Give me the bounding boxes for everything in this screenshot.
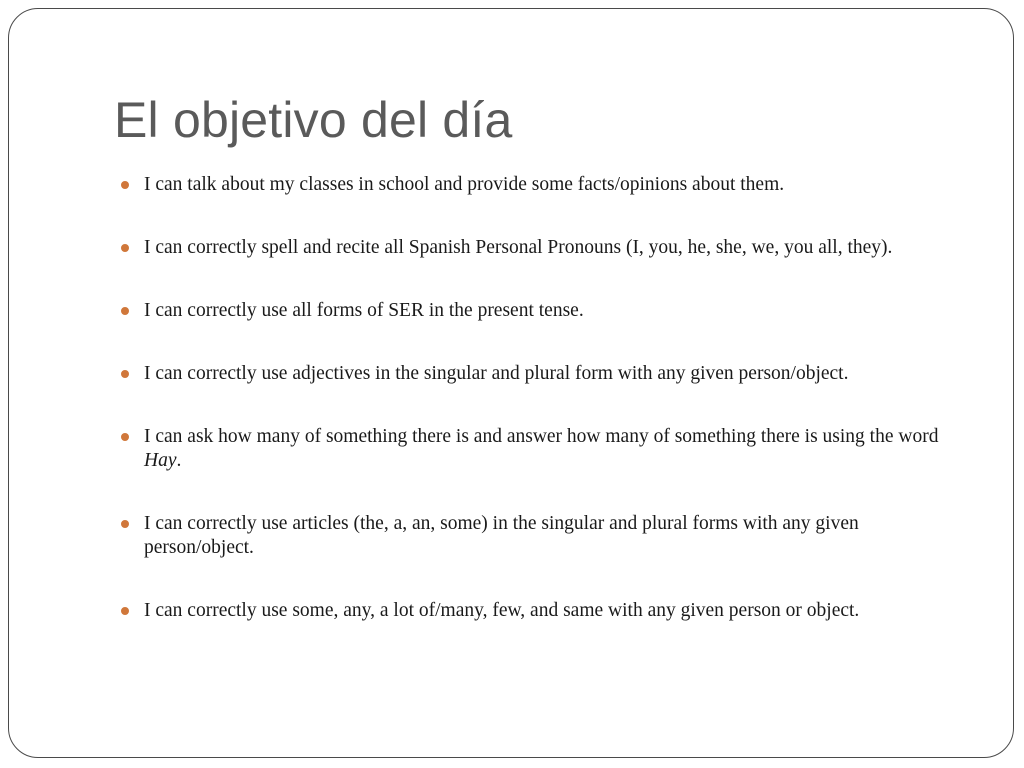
objectives-list: [121, 173, 961, 662]
bullet-icon: [121, 181, 129, 189]
objective-text: I can correctly use all forms of SER in the present tense.: [144, 300, 584, 321]
slide-title: El objetivo del día: [114, 92, 513, 148]
objective-text-end: .: [176, 450, 182, 471]
objective-text: I can talk about my classes in school and provide some facts/opinions about them.: [144, 174, 785, 195]
objective-text: I can correctly use articles (the, a, an, some) in the singular and plural forms with any given person/object.: [144, 513, 859, 558]
list-item: [121, 173, 961, 197]
hay-word: Hay: [144, 450, 177, 471]
list-item: [121, 236, 961, 260]
bullet-icon: [121, 520, 129, 528]
slide-frame: [8, 8, 1014, 758]
bullet-icon: [121, 244, 129, 252]
objective-text: [144, 426, 938, 471]
list-item: [121, 362, 961, 386]
objective-text: I can correctly use adjectives in the singular and plural form with any given person/object.: [144, 363, 849, 384]
list-item: [121, 425, 961, 473]
objective-text-start: I can ask how many of something there is and answer how many of something there is using the word: [144, 426, 939, 447]
list-item: [121, 599, 961, 623]
list-item: [121, 299, 961, 323]
bullet-icon: [121, 433, 129, 441]
bullet-icon: [121, 307, 129, 315]
objective-text: I can correctly use some, any, a lot of/many, few, and same with any given person or object.: [144, 600, 860, 621]
list-item: [121, 512, 961, 560]
bullet-icon: [121, 370, 129, 378]
objective-text: I can correctly spell and recite all Spanish Personal Pronouns (I, you, he, she, we, you all, they).: [144, 237, 893, 258]
bullet-icon: [121, 607, 129, 615]
